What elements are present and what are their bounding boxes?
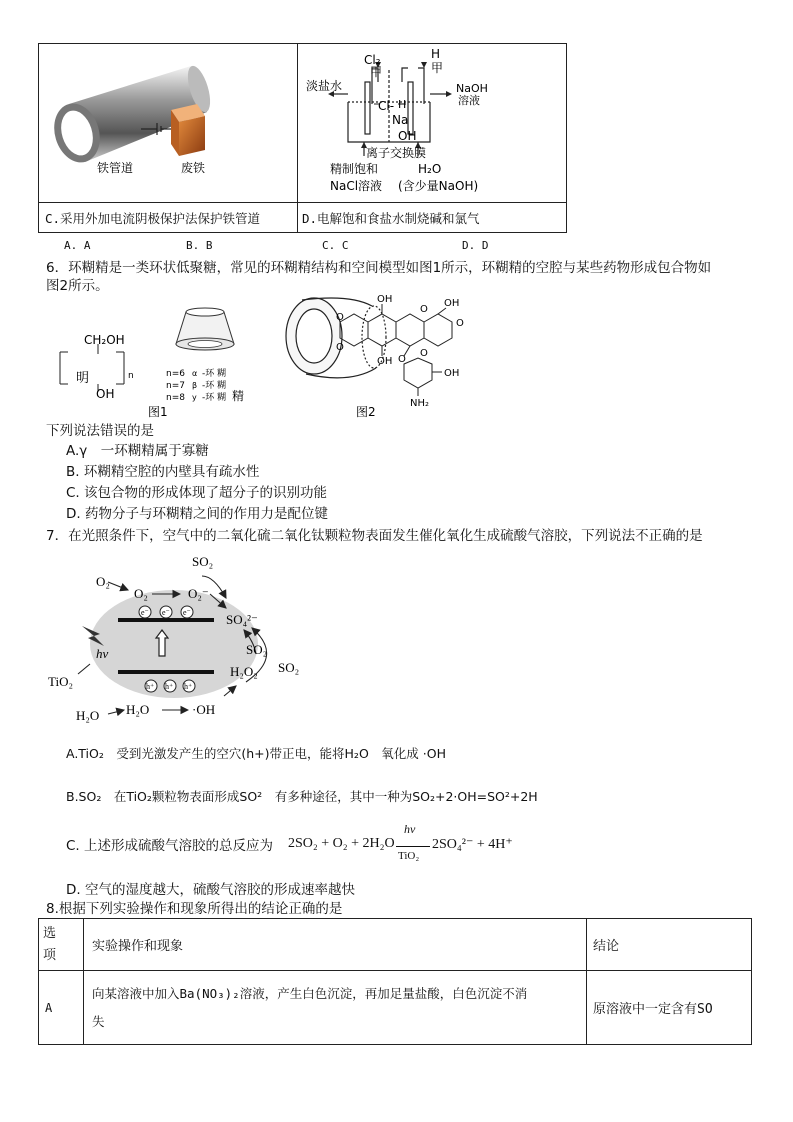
huan-label-2: -环 糊: [202, 381, 227, 391]
header-option-b: 项: [43, 947, 57, 963]
huan-label-3: -环 糊: [202, 393, 227, 403]
so2-right-label: SO₂: [278, 660, 300, 675]
scrap-iron-block: [171, 104, 205, 156]
o2-a-label: O₂: [96, 574, 110, 589]
membrane-label: 离子交换膜: [366, 146, 427, 160]
q6-option-a: A.γ 一环糊精属于寡糖: [66, 443, 209, 459]
q5-option-d: D. D: [462, 239, 489, 252]
option-d-caption: D.电解饱和食盐水制烧碱和氯气: [298, 203, 567, 233]
q5-options-table: [38, 43, 567, 233]
truncated-cone: [176, 308, 234, 350]
h2o-label: H₂O: [418, 162, 442, 176]
q6-option-d: D. 药物分子与环糊精之间的作用力是配位键: [66, 506, 328, 522]
subscript-n: n: [128, 371, 134, 381]
q7-option-c: [66, 822, 586, 868]
equation-right: 2SO₄²⁻ + 4H⁺: [432, 837, 513, 852]
row-a-label: A: [39, 971, 84, 1045]
mol-nh2: NH₂: [410, 398, 430, 409]
mol-o-6: O: [420, 348, 428, 359]
q7-option-a: A.TiO₂ 受到光激发产生的空穴(h+)带正电，能将H₂O 氧化成 ·OH: [66, 746, 446, 761]
q5-option-c: C. C: [322, 239, 349, 252]
mol-o-5: O: [398, 354, 406, 365]
refined-brine-2: NaCl溶液: [330, 179, 383, 193]
tio2-photocatalysis-diagram: [42, 546, 322, 730]
n8-label: n=8: [166, 393, 185, 403]
q6-stem-line2: 图2所示。: [46, 278, 109, 294]
hv-label: hv: [96, 646, 109, 661]
solution-label: 溶液: [458, 94, 480, 107]
equation-catalyst: TiO₂: [398, 850, 420, 862]
n6-label: n=6: [166, 369, 185, 379]
so2-top-label: SO₂: [192, 554, 214, 569]
o2-radical-label: O₂⁻: [188, 586, 209, 601]
so4-label: SO₄²⁻: [226, 612, 258, 627]
oh-label-fig1: OH: [96, 387, 115, 401]
q6-option-b: B. 环糊精空腔的内壁具有疏水性: [66, 464, 260, 480]
tio2-label: TiO₂: [48, 674, 74, 689]
valence-band: [118, 670, 214, 674]
h-label: H: [431, 47, 441, 61]
option-c-figure-cell: [39, 44, 298, 203]
fig2-caption: 图2: [356, 405, 376, 419]
fig1-caption: 图1: [148, 405, 168, 419]
q6-option-c: C. 该包合物的形成体现了超分子的识别功能: [66, 485, 328, 501]
cyclodextrin-figure-1: [56, 296, 266, 420]
so2-mid-label: SO₂: [246, 642, 268, 657]
q7-option-b: B.SO₂ 在TiO₂颗粒物表面形成SO² 有多种途径，其中一种为SO₂+2·OH=SO²+2H: [66, 789, 538, 804]
pipe-protection-figure: [39, 44, 297, 202]
naoh-label: NaOH: [456, 82, 488, 95]
mol-o-1: O: [336, 312, 344, 323]
h2o-b-label: H₂O: [126, 702, 150, 717]
ming-label: 明: [76, 371, 90, 386]
h-small-label: H: [398, 98, 407, 111]
oh-label: OH: [398, 129, 417, 143]
mol-o-4: O: [456, 318, 464, 329]
hole-1: h⁺: [146, 682, 155, 691]
q8-table: [38, 918, 752, 1045]
cyclodextrin-figure-2: [280, 292, 480, 422]
host-cavity-model: [286, 298, 386, 378]
jing-label: 精: [232, 389, 245, 403]
electron-1: e⁻: [141, 608, 149, 617]
mol-oh-4: OH: [444, 368, 460, 379]
row-a-operation: [84, 971, 587, 1045]
na-label: Na: [392, 113, 409, 127]
equation-arrow-line: [396, 846, 430, 847]
n7-label: n=7: [166, 381, 185, 391]
option-d-figure-cell: [298, 44, 567, 203]
dilute-brine-label: 淡盐水: [306, 79, 343, 93]
mol-o-3: O: [420, 304, 428, 315]
jia-left-label: 甲: [370, 65, 383, 79]
option-c-caption: C.采用外加电流阴极保护法保护铁管道: [39, 203, 298, 233]
gamma-label: y: [192, 393, 197, 402]
header-option: [39, 919, 84, 971]
hole-3: h⁺: [184, 682, 193, 691]
equation-left: 2SO₂ + O₂ + 2H₂O: [288, 836, 395, 851]
row-a-operation-line1: 向某溶液中加入Ba(NO₃)₂溶液，产生白色沉淀，再加足量盐酸，白色沉淀不消: [92, 985, 528, 1001]
mol-oh-2: OH: [444, 298, 460, 309]
header-option-a: 选: [43, 925, 57, 941]
row-a-conclusion: 原溶液中一定含有SO: [587, 971, 752, 1045]
header-operation: 实验操作和现象: [84, 919, 587, 971]
h2o2-label: H₂O₂: [230, 664, 258, 679]
alpha-label: α: [192, 369, 198, 378]
electrolysis-figure: [298, 44, 566, 202]
q7-option-c-prefix: C. 上述形成硫酸气溶胶的总反应为: [66, 838, 274, 854]
mol-oh-3: OH: [377, 356, 393, 367]
cl2-label: Cl₂: [364, 53, 381, 67]
cl-minus-label: Cl-: [378, 99, 395, 113]
q7-option-d: D. 空气的湿度越大，硫酸气溶胶的形成速率越快: [66, 882, 355, 898]
row-a-operation-line2: 失: [92, 1013, 105, 1029]
pipe-label: 铁管道: [97, 161, 134, 175]
jia-right-label: 甲: [431, 61, 444, 75]
huan-label-1: -环 糊: [202, 369, 227, 379]
q6-stem-line1: 6．环糊精是一类环状低聚糖，常见的环糊精结构和空间模型如图1所示，环糊精的空腔与某些药物形成包合物如: [46, 260, 712, 276]
header-conclusion: 结论: [587, 919, 752, 971]
scrap-label: 废铁: [181, 161, 206, 175]
equation-hv: hv: [404, 822, 416, 836]
q5-option-a: A. A: [64, 239, 91, 252]
electron-3: e⁻: [183, 608, 191, 617]
o2-b-label: O₂: [134, 586, 148, 601]
h2o-a-label: H₂O: [76, 708, 100, 723]
electron-2: e⁻: [162, 608, 170, 617]
conduction-band: [118, 618, 214, 622]
oh-radical-label: ·OH: [192, 702, 216, 717]
q5-option-b: B. B: [186, 239, 213, 252]
hole-2: h⁺: [165, 682, 174, 691]
q7-stem: 7．在光照条件下，空气中的二氧化硫二氧化钛颗粒物表面发生催化氧化生成硫酸气溶胶，下列说法不正确的是: [46, 528, 703, 544]
little-naoh-label: (含少量NaOH): [398, 179, 479, 193]
ch2oh-label: CH₂OH: [84, 333, 125, 347]
mol-oh-1: OH: [377, 294, 393, 305]
q8-stem: 8.根据下列实验操作和现象所得出的结论正确的是: [46, 901, 343, 917]
mol-o-2: O: [336, 342, 344, 353]
beta-label: β: [192, 381, 198, 390]
refined-brine-1: 精制饱和: [330, 162, 379, 176]
q6-question: 下列说法错误的是: [46, 423, 154, 439]
drug-molecule: [340, 304, 452, 396]
